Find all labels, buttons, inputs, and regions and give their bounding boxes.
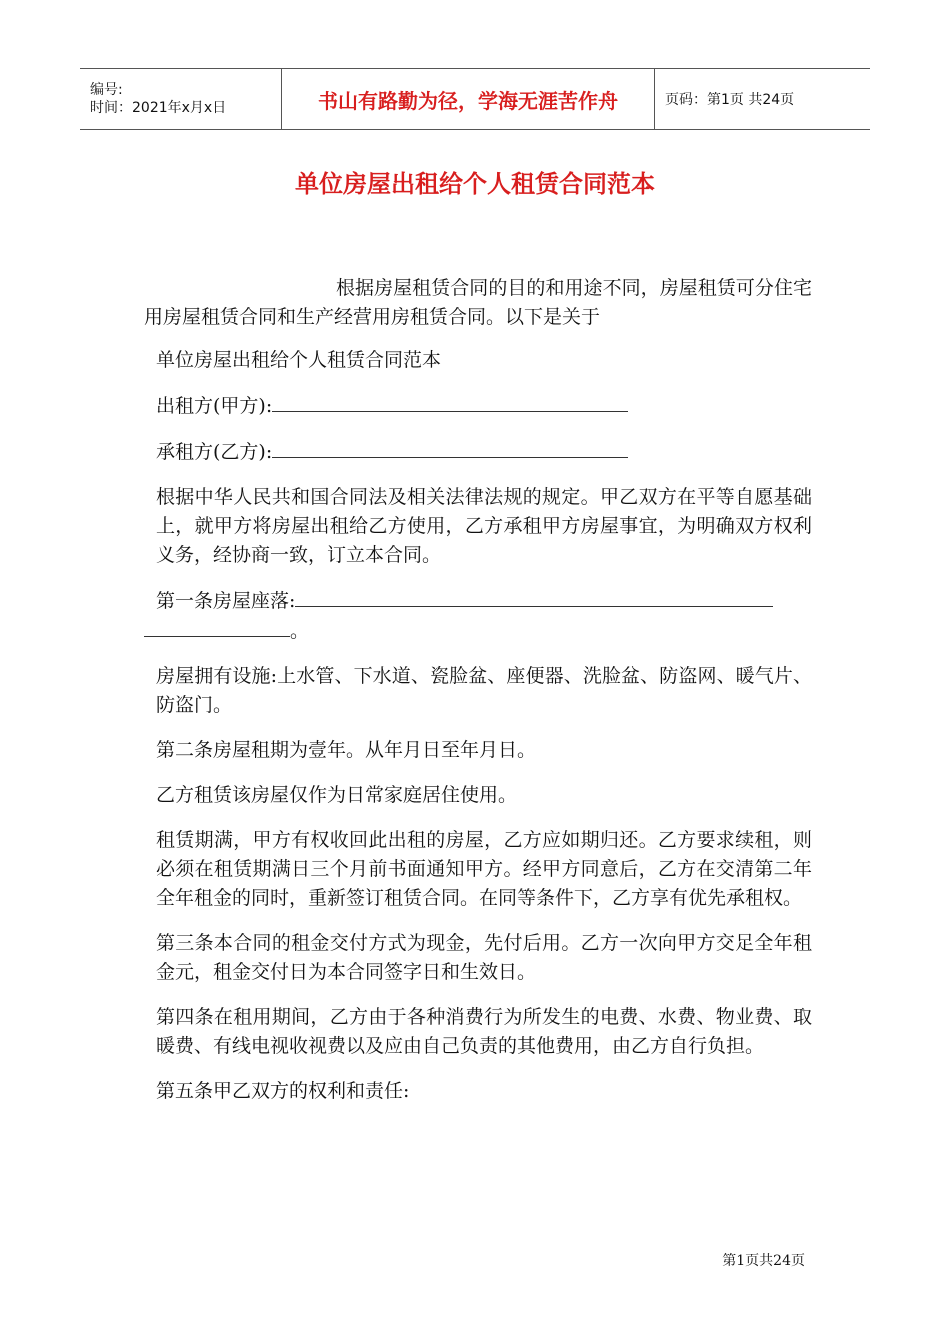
facilities-paragraph: 房屋拥有设施:上水管、下水道、瓷脸盆、座便器、洗脸盆、防盗网、暖气片、防盗门。: [156, 665, 812, 716]
subtitle-paragraph: 单位房屋出租给个人租赁合同范本: [156, 349, 442, 371]
usage-paragraph: 乙方租赁该房屋仅作为日常家庭居住使用。: [156, 784, 518, 806]
article-1-label: 第一条房屋座落:: [156, 590, 296, 612]
article-1-line: [144, 586, 812, 646]
header-motto: 书山有路勤为径，学海无涯苦作舟: [282, 69, 655, 129]
header-meta: [80, 69, 282, 129]
article-5-paragraph: 第五条甲乙双方的权利和责任:: [156, 1080, 410, 1102]
page-footer: 第1页共24页: [722, 1253, 805, 1269]
lessee-blank: [272, 437, 628, 458]
header-page-info: 页码：第1页 共24页: [665, 92, 795, 108]
document-title: 单位房屋出租给个人租赁合同范本: [295, 170, 655, 198]
article-4-paragraph: 第四条在租用期间，乙方由于各种消费行为所发生的电费、水费、物业费、取暖费、有线电视收视费以及应由自己负责的其他费用，由乙方自行负担。: [156, 1006, 812, 1057]
preamble-paragraph: 根据中华人民共和国合同法及相关法律法规的规定。甲乙双方在平等自愿基础上，就甲方将房屋出租给乙方使用，乙方承租甲方房屋事宜，为明确双方权利义务，经协商一致，订立本合同。: [156, 486, 812, 566]
address-blank: [295, 586, 773, 607]
intro-paragraph: 根据房屋租赁合同的目的和用途不同，房屋租赁可分住宅用房屋租赁合同和生产经营用房租赁合同。以下是关于: [144, 277, 812, 328]
expiry-paragraph: 租赁期满，甲方有权收回此出租的房屋，乙方应如期归还。乙方要求续租，则必须在租赁期满日三个月前书面通知甲方。经甲方同意后，乙方在交清第二年全年租金的同时，重新签订租赁合同。在同等条件下，乙方享有优先承租权。: [156, 829, 812, 909]
lessor-line: [144, 391, 812, 421]
lessee-line: [144, 437, 812, 467]
document-header: [80, 68, 870, 130]
article-3-paragraph: 第三条本合同的租金交付方式为现金，先付后用。乙方一次向甲方交足全年租金元，租金交付日为本合同签字日和生效日。: [156, 932, 812, 983]
address-blank-continued: [144, 616, 290, 637]
article-2-paragraph: 第二条房屋租期为壹年。从年月日至年月日。: [156, 739, 537, 761]
date-label: 时间：2021年x月x日: [90, 100, 227, 116]
lessee-label: 承租方(乙方):: [156, 441, 273, 463]
lessor-label: 出租方(甲方):: [156, 395, 273, 417]
article-1-end: 。: [290, 620, 310, 642]
lessor-blank: [272, 391, 628, 412]
document-body: [144, 274, 812, 1122]
number-label: 编号:: [90, 82, 123, 98]
